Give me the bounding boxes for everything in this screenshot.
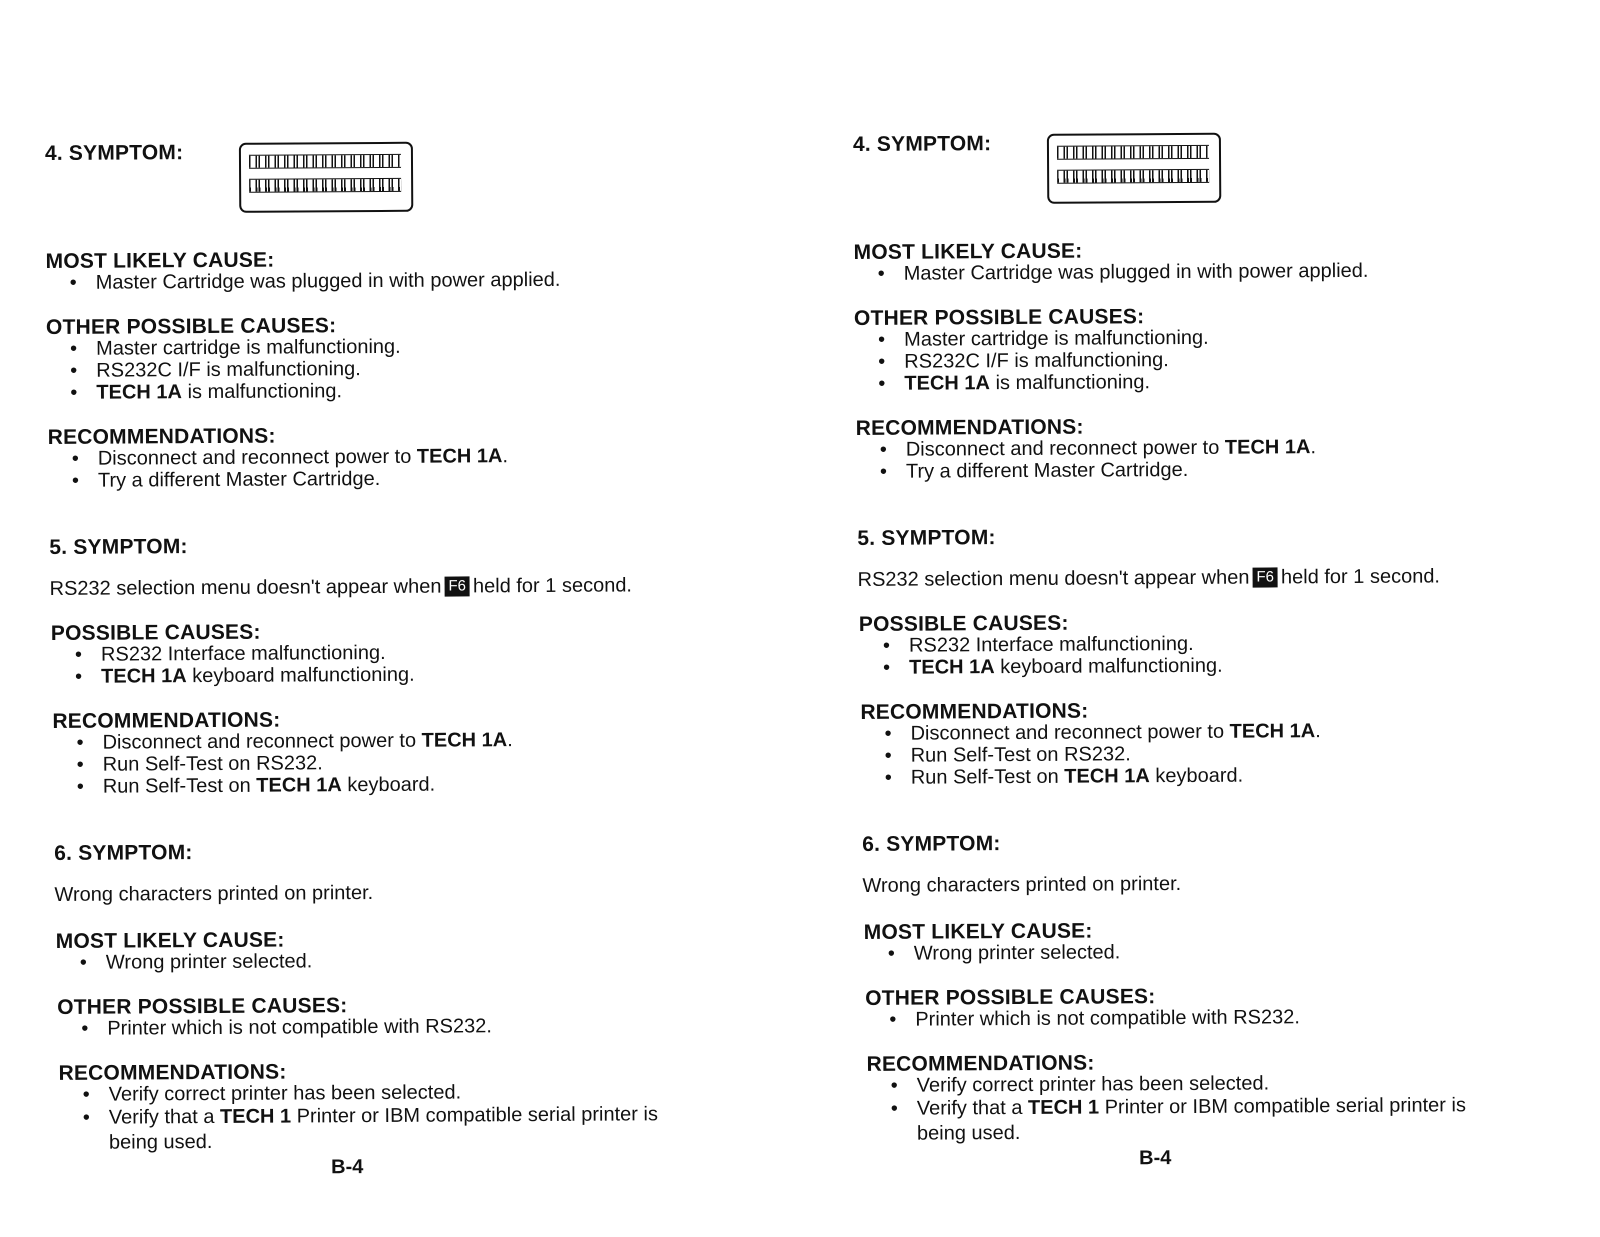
s5-description: RS232 selection menu doesn't appear when F6 held for 1 second. xyxy=(857,565,1441,591)
symptom-5-title: 5. SYMPTOM: xyxy=(49,535,188,559)
tech1-label: TECH 1 xyxy=(219,1105,292,1128)
s6-rec-heading: RECOMMENDATIONS: xyxy=(58,1060,287,1085)
list-item: • Verify correct printer has been selected. xyxy=(891,1071,1477,1097)
list-item: • Wrong printer selected. xyxy=(888,941,1121,964)
lcd-row-1 xyxy=(249,154,401,169)
list-item: • Disconnect and reconnect power to TECH 1A. xyxy=(72,445,508,470)
list-item: • Run Self-Test on RS232. xyxy=(885,742,1321,767)
f6-key-icon: F6 xyxy=(1252,567,1278,587)
tech1a-label: TECH 1A xyxy=(1224,436,1311,459)
list-item: • RS232C I/F is malfunctioning. xyxy=(878,349,1209,373)
symptom-6-title: 6. SYMPTOM: xyxy=(54,841,193,865)
list-item: • Printer which is not compatible with RS232. xyxy=(889,1006,1300,1031)
list-item: • Master Cartridge was plugged in with power applied. xyxy=(70,269,561,294)
s6-other-heading: OTHER POSSIBLE CAUSES: xyxy=(57,994,348,1019)
s5-causes-heading: POSSIBLE CAUSES: xyxy=(50,620,261,645)
tech1a-label: TECH 1A xyxy=(1229,720,1316,743)
list-item: • Verify that a TECH 1 Printer or IBM compatible serial printer is being used. xyxy=(891,1093,1477,1147)
lcd-row-1 xyxy=(1057,145,1209,160)
lcd-row-2 xyxy=(1057,169,1209,184)
s4-rec-list xyxy=(72,445,508,492)
s6-rec-list xyxy=(83,1080,669,1156)
tech1a-label: TECH 1A xyxy=(904,372,991,395)
tech1a-label: TECH 1A xyxy=(909,656,995,679)
s6-other-list xyxy=(81,1015,492,1040)
s5-description: RS232 selection menu doesn't appear when F6 held for 1 second. xyxy=(49,574,633,600)
list-item: • Try a different Master Cartridge. xyxy=(880,458,1316,483)
s6-most-likely-heading: MOST LIKELY CAUSE: xyxy=(863,919,1093,944)
tech1-label: TECH 1 xyxy=(1027,1096,1100,1119)
list-item: • RS232 Interface malfunctioning. xyxy=(75,642,415,666)
s4-most-likely-list xyxy=(878,260,1369,285)
s6-rec-list xyxy=(891,1071,1477,1147)
s4-most-likely-list xyxy=(70,269,561,294)
tech1a-label: TECH 1A xyxy=(256,774,342,797)
s4-rec-list xyxy=(880,436,1316,483)
s4-rec-heading: RECOMMENDATIONS: xyxy=(47,424,276,449)
s5-causes-heading: POSSIBLE CAUSES: xyxy=(858,611,1069,636)
list-item: • RS232 Interface malfunctioning. xyxy=(883,633,1223,657)
s5-rec-list xyxy=(884,720,1321,789)
symptom-4-title: 4. SYMPTOM: xyxy=(44,141,184,165)
s4-most-likely-heading: MOST LIKELY CAUSE: xyxy=(45,248,275,273)
page-number: B-4 xyxy=(331,1156,364,1179)
s5-causes-list xyxy=(883,633,1223,679)
list-item: • Disconnect and reconnect power to TECH 1A. xyxy=(76,729,512,754)
symptom-4-title: 4. SYMPTOM: xyxy=(852,132,992,156)
s4-most-likely-heading: MOST LIKELY CAUSE: xyxy=(853,239,1083,264)
s5-rec-heading: RECOMMENDATIONS: xyxy=(860,699,1089,724)
lcd-display-icon xyxy=(239,142,413,213)
s6-other-heading: OTHER POSSIBLE CAUSES: xyxy=(865,985,1156,1010)
list-item: • TECH 1A keyboard malfunctioning. xyxy=(883,655,1223,679)
list-item: • TECH 1A is malfunctioning. xyxy=(878,371,1209,395)
list-item: • Run Self-Test on TECH 1A keyboard. xyxy=(885,764,1321,789)
tech1a-label: TECH 1A xyxy=(101,665,187,688)
list-item: • Run Self-Test on TECH 1A keyboard. xyxy=(77,773,513,798)
list-item: • Disconnect and reconnect power to TECH 1A. xyxy=(880,436,1316,461)
list-item: • Verify that a TECH 1 Printer or IBM compatible serial printer is being used. xyxy=(83,1102,669,1156)
s5-rec-heading: RECOMMENDATIONS: xyxy=(52,708,281,733)
list-item: • Master cartridge is malfunctioning. xyxy=(70,336,401,360)
list-item: • Printer which is not compatible with RS232. xyxy=(81,1015,492,1040)
list-item: • TECH 1A is malfunctioning. xyxy=(70,380,401,404)
list-item: • TECH 1A keyboard malfunctioning. xyxy=(75,664,415,688)
f6-key-icon: F6 xyxy=(444,576,470,596)
list-item: • Run Self-Test on RS232. xyxy=(77,751,513,776)
right-page xyxy=(852,0,1600,1237)
list-item: • RS232C I/F is malfunctioning. xyxy=(70,358,401,382)
lcd-display-icon xyxy=(1047,133,1221,204)
s6-other-list xyxy=(889,1006,1300,1031)
list-item: • Verify correct printer has been selected. xyxy=(83,1080,669,1106)
lcd-row-2 xyxy=(249,178,401,193)
tech1a-label: TECH 1A xyxy=(416,445,503,468)
s6-description: Wrong characters printed on printer. xyxy=(862,873,1182,897)
list-item: • Wrong printer selected. xyxy=(80,950,313,973)
s6-most-likely-heading: MOST LIKELY CAUSE: xyxy=(55,928,285,953)
s4-other-heading: OTHER POSSIBLE CAUSES: xyxy=(45,314,337,339)
symptom-5-title: 5. SYMPTOM: xyxy=(857,526,996,550)
list-item: • Master cartridge is malfunctioning. xyxy=(878,327,1209,351)
s4-other-heading: OTHER POSSIBLE CAUSES: xyxy=(853,305,1145,330)
tech1a-label: TECH 1A xyxy=(421,729,508,752)
tech1a-label: TECH 1A xyxy=(1064,765,1150,788)
s5-rec-list xyxy=(76,729,513,798)
s6-most-likely-list xyxy=(80,950,313,973)
s6-most-likely-list xyxy=(888,941,1121,964)
s4-other-list xyxy=(878,327,1209,395)
s4-rec-heading: RECOMMENDATIONS: xyxy=(855,415,1084,440)
list-item: • Master Cartridge was plugged in with power applied. xyxy=(878,260,1369,285)
list-item: • Try a different Master Cartridge. xyxy=(72,467,508,492)
s6-description: Wrong characters printed on printer. xyxy=(54,882,374,906)
list-item: • Disconnect and reconnect power to TECH 1A. xyxy=(884,720,1320,745)
page-number: B-4 xyxy=(1139,1147,1172,1170)
tech1a-label: TECH 1A xyxy=(96,381,183,404)
s6-rec-heading: RECOMMENDATIONS: xyxy=(866,1051,1095,1076)
s4-other-list xyxy=(70,336,401,404)
symptom-6-title: 6. SYMPTOM: xyxy=(862,832,1001,856)
s5-causes-list xyxy=(75,642,415,688)
left-page xyxy=(44,0,804,1237)
